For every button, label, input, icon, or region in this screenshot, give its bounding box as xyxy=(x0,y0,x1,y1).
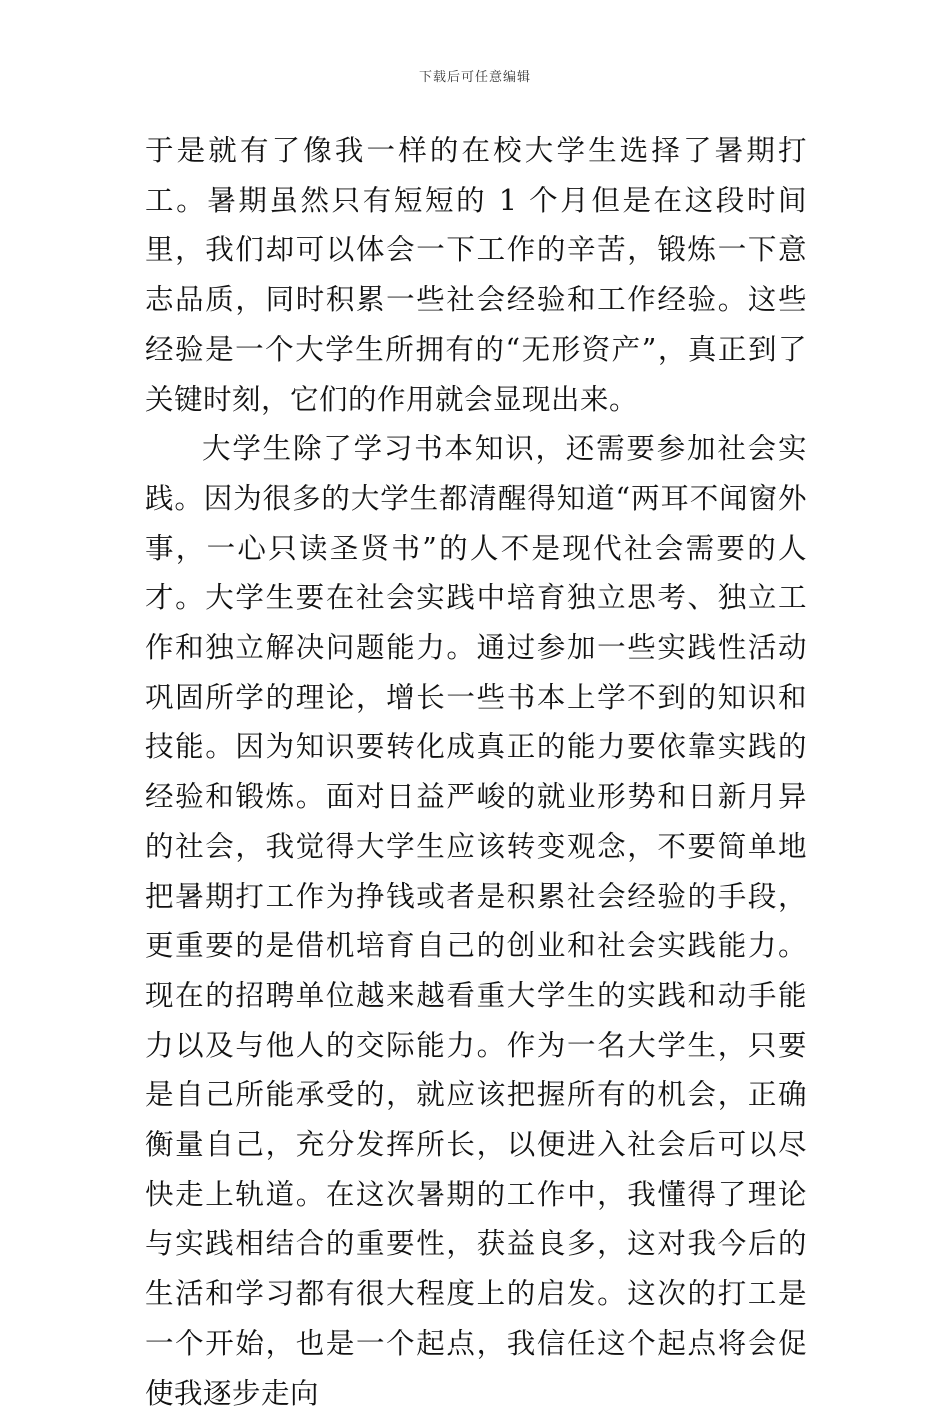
page-header-note: 下载后可任意编辑 xyxy=(418,70,531,85)
paragraph-1: 于是就有了像我一样的在校大学生选择了暑期打工。暑期虽然只有短短的 1 个月但是在这段时间里，我们却可以体会一下工作的辛苦，锻炼一下意志品质，同时积累一些社会经验和工作经验。这些经验是一个大学生所拥有的“无形资产”，真正到了关键时刻，它们的作用就会显现出来。 xyxy=(145,134,807,416)
document-body xyxy=(145,126,807,1418)
paragraph-2: 大学生除了学习书本知识，还需要参加社会实践。因为很多的大学生都清醒得知道“两耳不闻窗外事，一心只读圣贤书”的人不是现代社会需要的人才。大学生要在社会实践中培育独立思考、独立工作和独立解决问题能力。通过参加一些实践性活动巩固所学的理论，增长一些书本上学不到的知识和技能。因为知识要转化成真正的能力要依靠实践的经验和锻炼。面对日益严峻的就业形势和日新月异的社会，我觉得大学生应该转变观念，不要简单地把暑期打工作为挣钱或者是积累社会经验的手段，更重要的是借机培育自己的创业和社会实践能力。现在的招聘单位越来越看重大学生的实践和动手能力以及与他人的交际能力。作为一名大学生，只要是自己所能承受的，就应该把握所有的机会，正确衡量自己，充分发挥所长，以便进入社会后可以尽快走上轨道。在这次暑期的工作中，我懂得了理论与实践相结合的重要性，获益良多，这对我今后的生活和学习都有很大程度上的启发。这次的打工是一个开始，也是一个起点，我信任这个起点将会促使我逐步走向 xyxy=(145,432,807,1410)
